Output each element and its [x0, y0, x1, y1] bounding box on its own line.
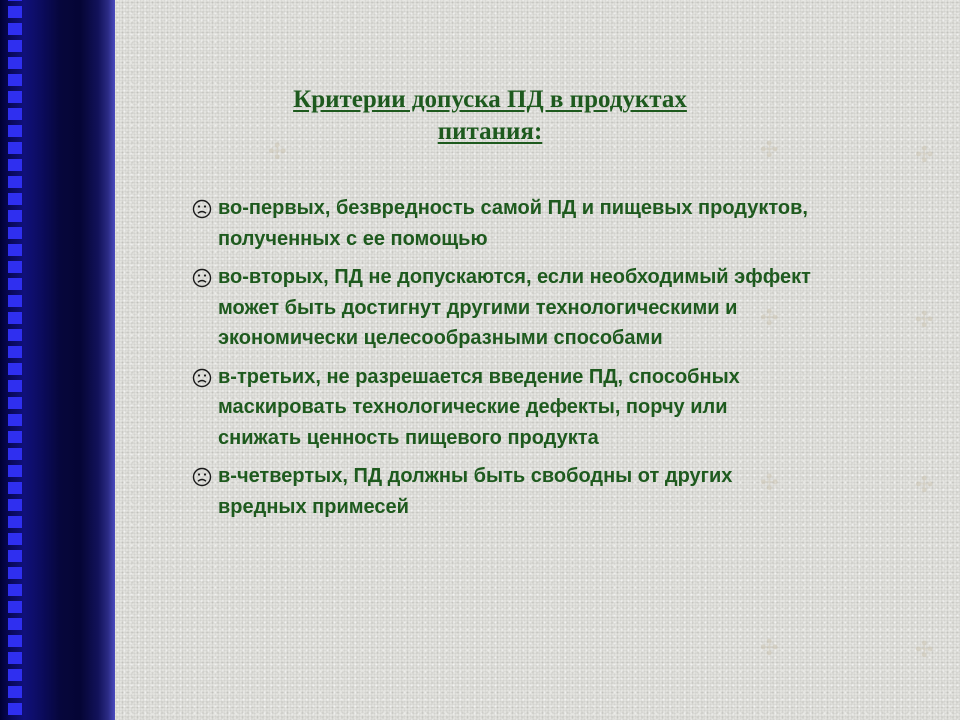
frown-face-icon	[192, 199, 212, 219]
watermark-icon: ✣	[915, 308, 934, 333]
frown-face-icon	[192, 467, 212, 487]
list-item	[192, 193, 812, 254]
watermark-icon: ✣	[915, 473, 934, 498]
list-item-text: в-четвертых, ПД должны быть свободны от других вредных примесей	[218, 465, 733, 518]
title-line-2: питания:	[437, 118, 543, 145]
watermark-icon: ✣	[268, 140, 287, 165]
list-item-text: в-третьих, не разрешается введение ПД, способных маскировать технологические дефекты, порчу или снижать ценность пищевого продукта	[218, 365, 740, 449]
watermark-icon: ✣	[760, 471, 779, 496]
watermark-icon: ✣	[915, 143, 934, 168]
criteria-list	[192, 193, 812, 530]
watermark-icon: ✣	[760, 306, 779, 331]
watermark-icon: ✣	[915, 638, 934, 663]
list-item	[192, 461, 812, 522]
frown-face-icon	[192, 268, 212, 288]
list-item-text: во-первых, безвредность самой ПД и пищевых продуктов, полученных с ее помощью	[218, 197, 808, 250]
watermark-icon: ✣	[760, 636, 779, 661]
watermark-icon: ✣	[760, 138, 779, 163]
list-item-text: во-вторых, ПД не допускаются, если необходимый эффект может быть достигнут другими технологическими и экономически целесообразными способами	[218, 266, 811, 349]
title-line-1: Критерии допуска ПД в продуктах	[293, 86, 687, 113]
slide-title	[190, 84, 790, 148]
frown-face-icon	[192, 368, 212, 388]
list-item	[192, 262, 812, 354]
list-item	[192, 362, 812, 454]
